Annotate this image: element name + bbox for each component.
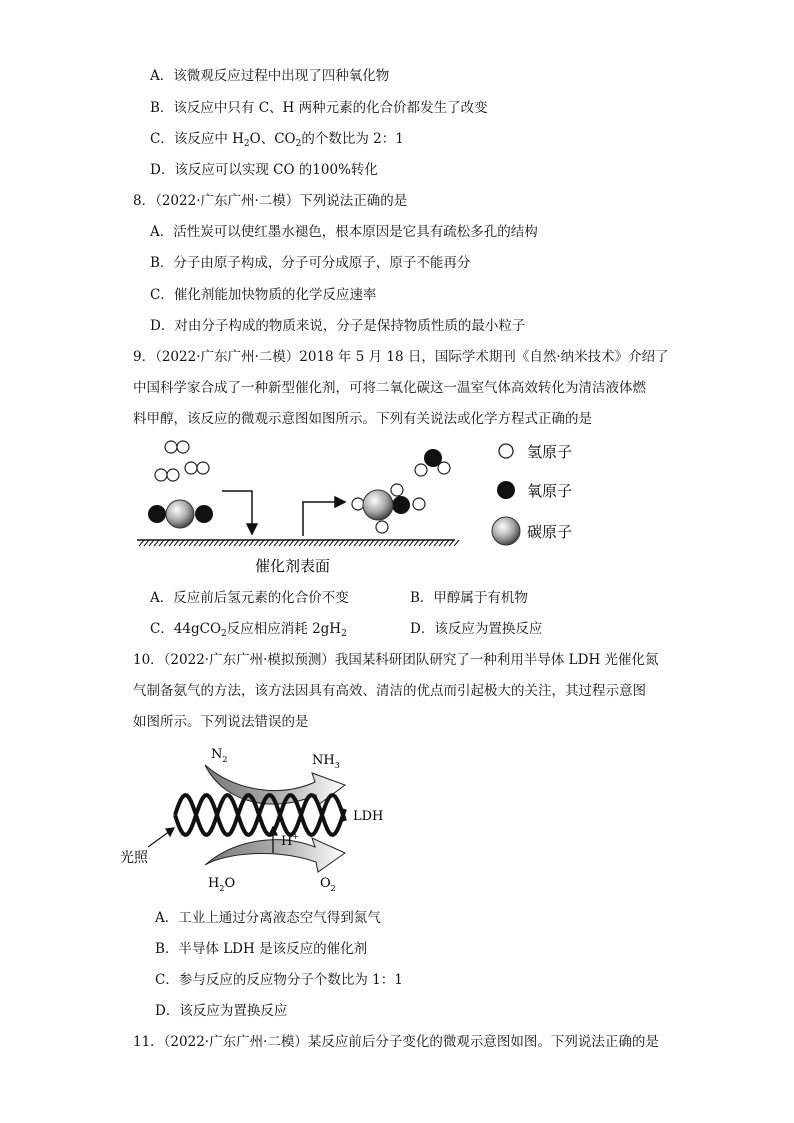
- surface-hatch-line: [269, 540, 274, 546]
- proton-label: H+: [281, 832, 300, 849]
- surface-hatch-line: [324, 540, 329, 546]
- light-arrow-icon: [148, 828, 174, 847]
- q10-option-d: D．该反应为置换反应: [155, 1003, 288, 1019]
- surface-hatch-line: [149, 540, 154, 546]
- q9-option-d: D．该反应为置换反应: [410, 621, 543, 637]
- surface-hatch-line: [264, 540, 269, 546]
- surface-hatch-line: [314, 540, 319, 546]
- surface-hatch-line: [244, 540, 249, 546]
- surface-hatch-line: [209, 540, 214, 546]
- surface-hatch-line: [339, 540, 344, 546]
- surface-hatch-line: [289, 540, 294, 546]
- surface-hatch-line: [424, 540, 429, 546]
- ldh-label: LDH: [353, 809, 384, 824]
- surface-hatch-line: [434, 540, 439, 546]
- surface-hatch-line: [419, 540, 424, 546]
- surface-hatch-line: [174, 540, 179, 546]
- surface-hatch-line: [154, 540, 159, 546]
- surface-hatch-line: [399, 540, 404, 546]
- up-right-arrow-icon: [303, 497, 345, 536]
- q9-option-a: A．反应前后氢元素的化合价不变: [150, 590, 349, 606]
- surface-hatch-line: [384, 540, 389, 546]
- q8-option-c: C．催化剂能加快物质的化学反应速率: [150, 287, 377, 303]
- water-molecule: [415, 449, 450, 476]
- surface-hatch-line: [139, 540, 144, 546]
- q9-stem-line3: 料甲醇，该反应的微观示意图如图所示。下列有关说法或化学方程式正确的是: [133, 411, 592, 427]
- surface-hatch-line: [304, 540, 309, 546]
- surface-hatch-line: [409, 540, 414, 546]
- surface-hatch-line: [394, 540, 399, 546]
- hydrogen-molecules-reactant: [155, 441, 209, 481]
- q7-option-a: A．该微观反应过程中出现了四种氧化物: [150, 68, 390, 84]
- carbon-atom-icon: [492, 517, 520, 545]
- q9-option-c: C．44gCO$_2$反应相应消耗 $2gH_2$: [150, 621, 347, 639]
- q8-stem: 8．（2022·广东广州·二模）下列说法正确的是: [133, 193, 408, 209]
- legend: [492, 443, 572, 545]
- q10-ldh-diagram: [0, 735, 794, 895]
- q7-option-c: C．该反应中 $H_2O$、$CO_2$的个数比为 2：1: [150, 131, 404, 149]
- surface-hatch-line: [249, 540, 254, 546]
- surface-hatch-line: [404, 540, 409, 546]
- q10-stem-line1: 10．（2022·广东广州·模拟预测）我国某科研团队研究了一种利用半导体 LDH 光催化氮: [133, 652, 659, 668]
- q9-option-b: B．甲醇属于有机物: [410, 590, 528, 606]
- surface-hatch-line: [159, 540, 164, 546]
- legend-carbon-label: 碳原子: [527, 523, 573, 541]
- surface-hatch-line: [144, 540, 149, 546]
- q10-stem-line3: 如图所示。下列说法错误的是: [133, 714, 309, 730]
- surface-hatch-line: [329, 540, 334, 546]
- catalyst-surface: [137, 540, 459, 546]
- surface-hatch-line: [354, 540, 359, 546]
- surface-hatch-line: [199, 540, 204, 546]
- surface-hatch-line: [429, 540, 434, 546]
- light-label: 光照: [120, 850, 148, 866]
- methanol-molecule: [352, 484, 425, 533]
- surface-hatch-line: [454, 540, 459, 546]
- surface-hatch-line: [334, 540, 339, 546]
- co2-molecule: [148, 500, 213, 528]
- surface-hatch-line: [279, 540, 284, 546]
- hydrogen-atom-icon: [499, 444, 513, 458]
- surface-hatch-line: [194, 540, 199, 546]
- surface-hatch-line: [359, 540, 364, 546]
- n2-label: $N_2$: [211, 747, 228, 764]
- surface-hatch-line: [204, 540, 209, 546]
- oxygen-atom-icon: [497, 481, 515, 499]
- surface-hatch-line: [239, 540, 244, 546]
- surface-hatch-line: [374, 540, 379, 546]
- q9-reaction-diagram: [0, 430, 794, 580]
- q7-option-d: D．该反应可以实现 CO 的100%转化: [150, 162, 378, 178]
- q7-option-b: B．该反应中只有 C、H 两种元素的化合价都发生了改变: [150, 100, 488, 116]
- surface-hatch-line: [189, 540, 194, 546]
- surface-hatch-line: [299, 540, 304, 546]
- surface-hatch-line: [184, 540, 189, 546]
- surface-hatch-line: [214, 540, 219, 546]
- h2o-label: $H_2O$: [208, 876, 236, 893]
- q11-stem: 11．（2022·广东广州·二模）某反应前后分子变化的微观示意图如图。下列说法正确的是: [133, 1034, 659, 1050]
- surface-hatch-line: [389, 540, 394, 546]
- q10-option-a: A．工业上通过分离液态空气得到氮气: [155, 910, 381, 926]
- q8-option-b: B．分子由原子构成，分子可分成原子，原子不能再分: [150, 255, 471, 271]
- down-arrow-icon: [222, 491, 257, 534]
- surface-hatch-line: [309, 540, 314, 546]
- catalyst-surface-label: 催化剂表面: [255, 557, 331, 575]
- q8-option-a: A．活性炭可以使红墨水褪色，根本原因是它具有疏松多孔的结构: [150, 224, 538, 240]
- q9-stem-line2: 中国科学家合成了一种新型催化剂，可将二氧化碳这一温室气体高效转化为清洁液体燃: [133, 380, 646, 396]
- q9-stem-line1: 9．（2022·广东广州·二模）2018 年 5 月 18 日，国际学术期刊《自然·纳米技术》介绍了: [133, 349, 669, 365]
- surface-hatch-line: [179, 540, 184, 546]
- surface-hatch-line: [444, 540, 449, 546]
- surface-hatch-line: [254, 540, 259, 546]
- surface-hatch-line: [349, 540, 354, 546]
- surface-hatch-line: [229, 540, 234, 546]
- surface-hatch-line: [369, 540, 374, 546]
- surface-hatch-line: [319, 540, 324, 546]
- surface-hatch-line: [294, 540, 299, 546]
- legend-hydrogen-label: 氢原子: [527, 443, 573, 461]
- surface-hatch-line: [414, 540, 419, 546]
- surface-hatch-line: [219, 540, 224, 546]
- surface-hatch-line: [449, 540, 454, 546]
- nh3-label: $NH_3$: [312, 753, 340, 770]
- surface-hatch-line: [224, 540, 229, 546]
- q10-option-c: C．参与反应的反应物分子个数比为 1：1: [155, 972, 403, 988]
- surface-hatch-line: [259, 540, 264, 546]
- surface-hatch-line: [284, 540, 289, 546]
- o2-label: $O_2$: [320, 876, 336, 893]
- surface-hatch-line: [364, 540, 369, 546]
- surface-hatch-line: [274, 540, 279, 546]
- bottom-curved-arrow-icon: [205, 838, 345, 872]
- q10-stem-line2: 气制备氨气的方法，该方法因具有高效、清洁的优点而引起极大的关注，其过程示意图: [133, 683, 646, 699]
- q8-option-d: D．对由分子构成的物质来说，分子是保持物质性质的最小粒子: [150, 318, 526, 334]
- surface-hatch-line: [234, 540, 239, 546]
- surface-hatch-line: [439, 540, 444, 546]
- surface-hatch-line: [344, 540, 349, 546]
- surface-hatch-line: [164, 540, 169, 546]
- surface-hatch-line: [169, 540, 174, 546]
- q10-option-b: B．半导体 LDH 是该反应的催化剂: [155, 941, 368, 957]
- legend-oxygen-label: 氧原子: [527, 482, 573, 500]
- surface-hatch-line: [379, 540, 384, 546]
